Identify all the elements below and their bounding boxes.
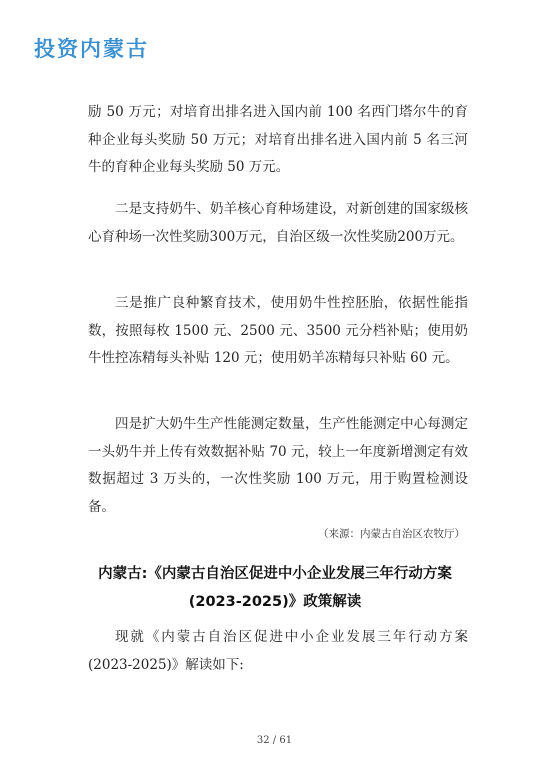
paragraph-continued: 励 50 万元；对培育出排名进入国内前 100 名西门塔尔牛的育种企业每头奖励 50 万元；对培育出排名进入国内前 5 名三河牛的育种企业每头奖励 50 万元。 [88,104,468,175]
page-number: 32 / 61 [256,735,293,746]
section-heading [60,560,490,616]
section-heading-line2: (2023-2025)》政策解读 [188,594,362,610]
paragraph-breeding-technology: 三是推广良种繁育技术，使用奶牛性控胚胎，依据性能指数，按照每枚 1500 元、2500 元、3500 元分档补贴；使用奶牛性控冻精每头补贴 120 元；使用奶羊冻精每只补贴 60 元。 [88,295,468,366]
section-heading-line1: 内蒙古:《内蒙古自治区促进中小企业发展三年行动方案 [98,566,452,582]
source-note: （来源：内蒙古自治区农牧厅） [318,528,465,540]
paragraph-breeding-farms: 二是支持奶牛、奶羊核心育种场建设，对新创建的国家级核心育种场一次性奖励300万元，自治区级一次性奖励200万元。 [88,201,468,245]
brand-title: 投资内蒙古 [34,37,149,61]
section-intro: 现就《内蒙古自治区促进中小企业发展三年行动方案(2023-2025)》解读如下: [88,629,468,673]
paragraph-performance-testing: 四是扩大奶牛生产性能测定数量，生产性能测定中心每测定一头奶牛并上传有效数据补贴 70 元，较上一年度新增测定有效数据超过 3 万头的，一次性奖励 100 万元，用于购置检测设备。 [88,416,468,515]
